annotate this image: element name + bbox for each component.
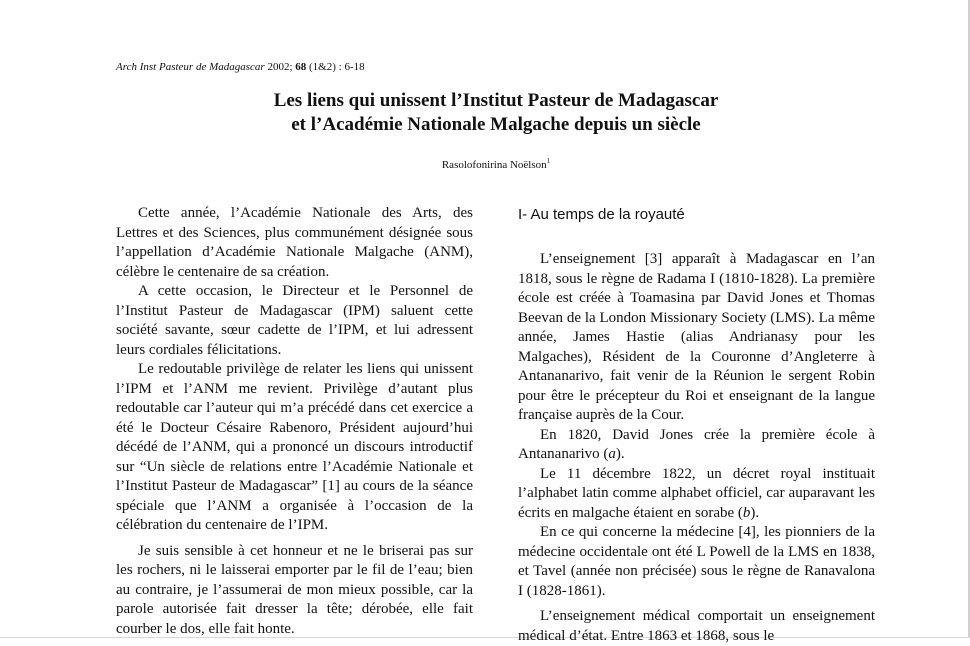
paragraph: En ce qui concerne la médecine [4], les pionniers de la médecine occidentale ont été L Powell de la LMS en 1838, et Tavel (année non précisée) sous le règne de Ranavalona I (1828-1861). xyxy=(518,524,875,599)
paragraph: L’enseignement médical comportait un enseignement médical d’état. Entre 1863 et 1868, sous le xyxy=(518,608,875,644)
paragraph-text: Le 11 décembre 1822, un décret royal instituait l’alphabet latin comme alphabet officiel, car auparavant les écrits en malgache étaient en sorabe ( xyxy=(518,465,875,521)
paragraph: Je suis sensible à cet honneur et ne le briserai pas sur les rochers, ni le laisserai emporter par le fil de l’eau; bien au contraire, je l’assumerai de mon mieux possible, car la parole autorisée fait dresser la tête; dérobée, elle fait courber le dos, elle fait honte. xyxy=(116,542,473,637)
journal-name: Arch Inst Pasteur de Madagascar xyxy=(116,61,265,73)
journal-issue-pages: (1&2) : 6-18 xyxy=(309,61,365,73)
paragraph xyxy=(518,426,875,465)
paragraph: Cette année, l’Académie Nationale des Arts, des Lettres et des Sciences, plus communément désignée sous l’appellation d’Académie Nationale Malgache (ANM), célèbre le centenaire de sa création. xyxy=(116,205,473,280)
section-heading: I- Au temps de la royauté xyxy=(518,206,685,223)
author-name: Rasolofonirina Noëlson xyxy=(441,159,547,171)
title-line-2: et l’Académie Nationale Malgache depuis un siècle xyxy=(291,114,701,135)
author-line xyxy=(116,157,876,171)
journal-year: 2002; xyxy=(267,61,293,73)
author-affiliation-mark: 1 xyxy=(546,157,551,165)
paragraph: L’enseignement [3] apparaît à Madagascar en l’an 1818, sous le règne de Radama I (1810-1828). La première école est créée à Toamasina par David Jones et Thomas Beevan de la London Missionary Society (LMS). La même année, James Hastie (alias Andrianasy pour les Malgaches), Résident de la Couronne d’Angleterre à Antananarivo, fait venir de la Réunion le sergent Robin pour être le précepteur du Roi et enseignant de la langue française auprès de la Cour. xyxy=(518,251,875,423)
paragraph: A cette occasion, le Directeur et le Personnel de l’Institut Pasteur de Madagascar (IPM) saluent cette société savante, sœur cadette de l’IPM, et lui adressent leurs cordiales félicitations. xyxy=(116,283,473,358)
note-ref: a xyxy=(608,446,616,462)
paragraph-text-end: ). xyxy=(750,504,760,521)
journal-citation xyxy=(116,61,365,73)
paragraph-text-end: ). xyxy=(615,446,625,462)
title-line-1: Les liens qui unissent l’Institut Pasteur de Madagascar xyxy=(273,90,719,111)
note-ref: b xyxy=(742,504,751,521)
paragraph: Le redoutable privilège de relater les liens qui unissent l’IPM et l’ANM me revient. Privilège d’autant plus redoutable car l’auteur qui m’a précédé dans cet exercice a été le Docteur Césaire Rabenoro, Président aujourd’hui décédé de l’ANM, qui a prononcé un discours introductif sur “Un siècle de relations entre l’Académie Nationale et l’Institut Pasteur de Madagascar” [1] au cours de la séance spéciale que l’ANM a organisée à l’occasion de la célébration du centenaire de l’IPM. xyxy=(116,361,473,533)
right-column xyxy=(518,204,875,646)
paragraph-text: En 1820, David Jones crée la première école à Antananarivo ( xyxy=(518,426,875,462)
article-title xyxy=(116,89,876,137)
left-column xyxy=(116,204,473,639)
journal-volume: 68 xyxy=(295,61,307,73)
paragraph xyxy=(518,465,875,524)
